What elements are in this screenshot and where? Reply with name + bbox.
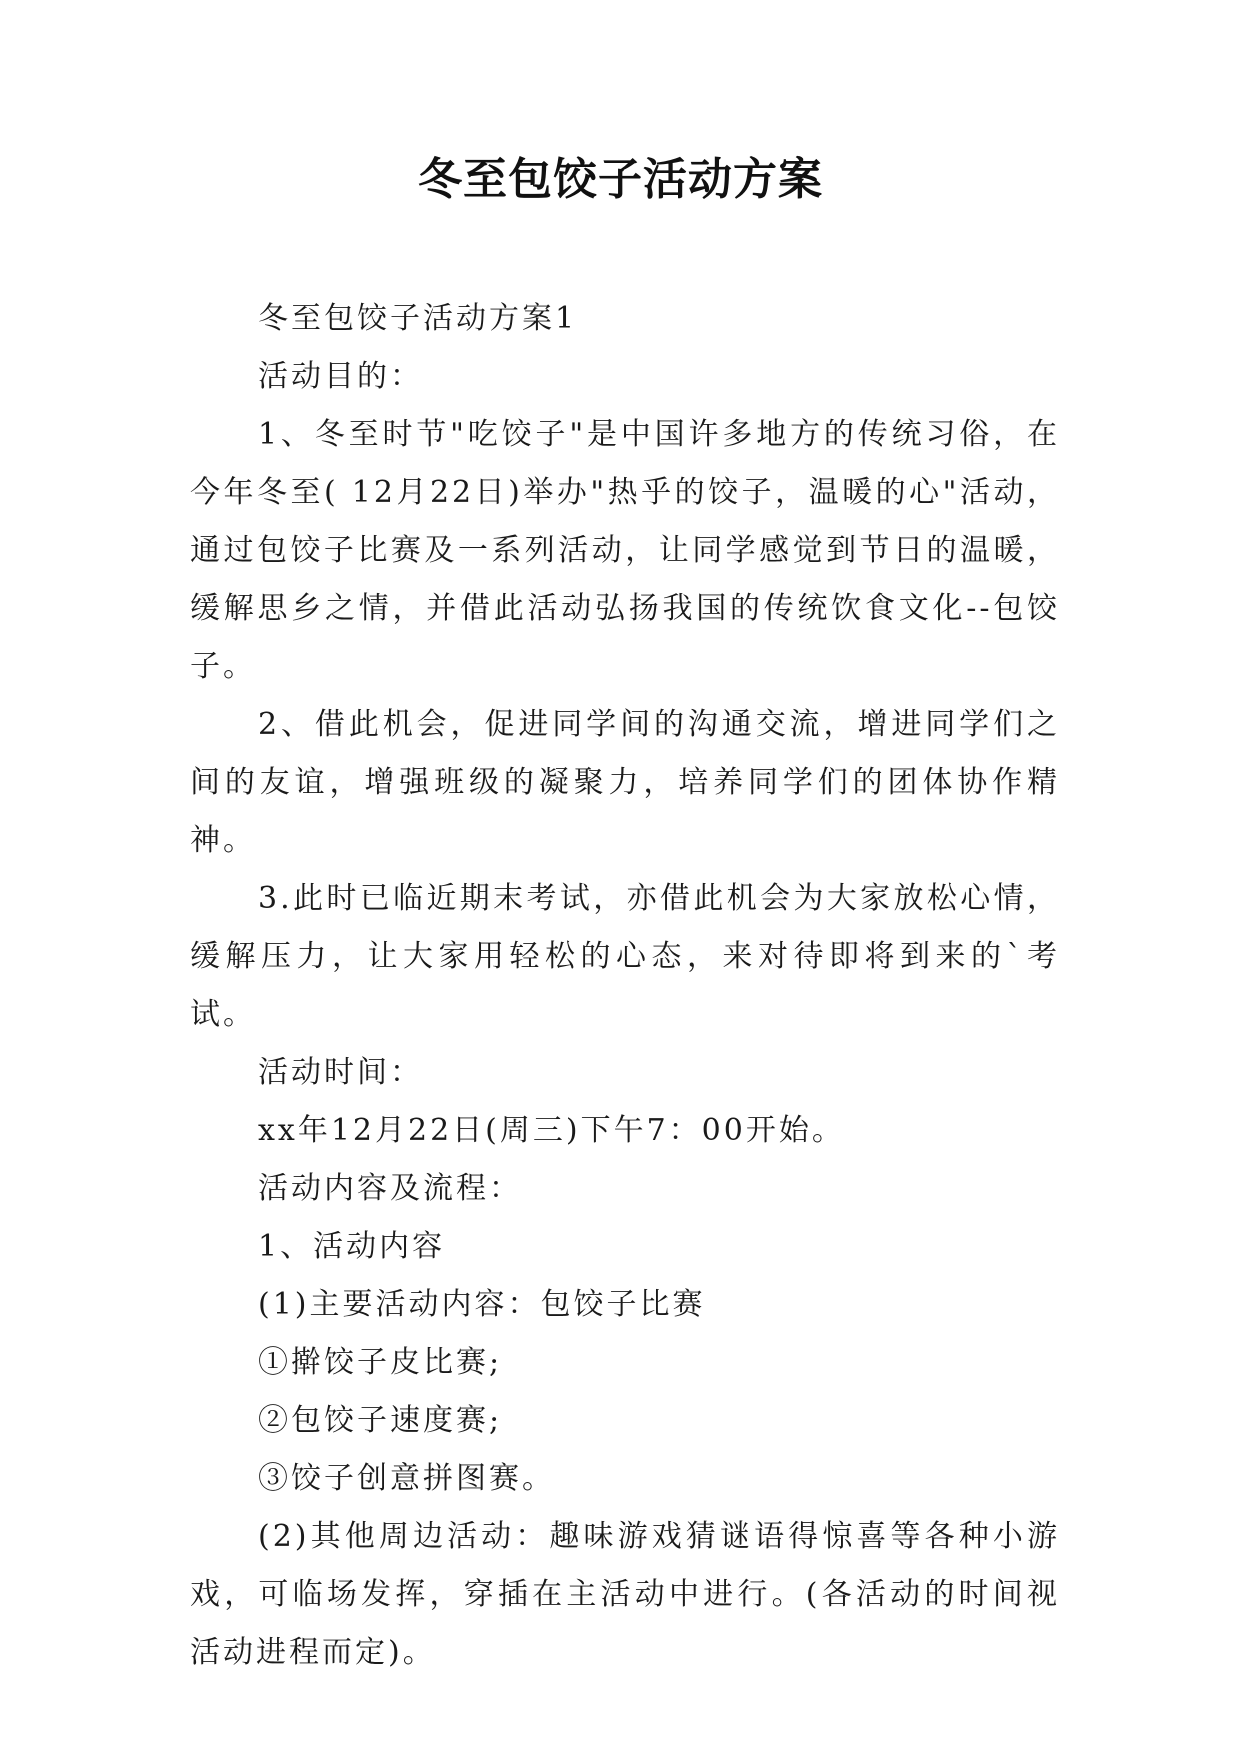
document-body bbox=[190, 290, 1060, 1682]
main-activity: (1)主要活动内容：包饺子比赛 bbox=[258, 1287, 706, 1322]
time-heading: 活动时间： bbox=[258, 1055, 423, 1090]
other-activities: (2)其他周边活动：趣味游戏猜谜语得惊喜等各种小游戏，可临场发挥，穿插在主活动中进行。(各活动的时间视活动进程而定)。 bbox=[190, 1519, 1060, 1670]
purpose-item-2: 2、借此机会，促进同学间的沟通交流，增进同学们之间的友谊，增强班级的凝聚力，培养同学们的团体协作精神。 bbox=[190, 707, 1060, 858]
activity-item-3: ③饺子创意拼图赛。 bbox=[258, 1461, 555, 1496]
content-flow-heading: 活动内容及流程： bbox=[258, 1171, 522, 1206]
activity-item-2: ②包饺子速度赛; bbox=[258, 1403, 503, 1438]
purpose-heading: 活动目的： bbox=[258, 359, 423, 394]
document-title: 冬至包饺子活动方案 bbox=[418, 154, 823, 205]
time-value: xx年12月22日(周三)下午7：00开始。 bbox=[258, 1113, 845, 1148]
purpose-item-1: 1、冬至时节"吃饺子"是中国许多地方的传统习俗，在今年冬至( 12月22日)举办"热乎的饺子，温暖的心"活动，通过包饺子比赛及一系列活动，让同学感觉到节日的温暖，缓解思乡之情，并借此活动弘扬我国的传统饮食文化--包饺子。 bbox=[190, 417, 1060, 684]
section-heading: 冬至包饺子活动方案1 bbox=[258, 301, 578, 336]
activity-item-1: ①擀饺子皮比赛; bbox=[258, 1345, 503, 1380]
content-subheading: 1、活动内容 bbox=[258, 1229, 446, 1264]
purpose-item-3: 3.此时已临近期末考试，亦借此机会为大家放松心情，缓解压力，让大家用轻松的心态，来对待即将到来的`考试。 bbox=[190, 881, 1060, 1032]
